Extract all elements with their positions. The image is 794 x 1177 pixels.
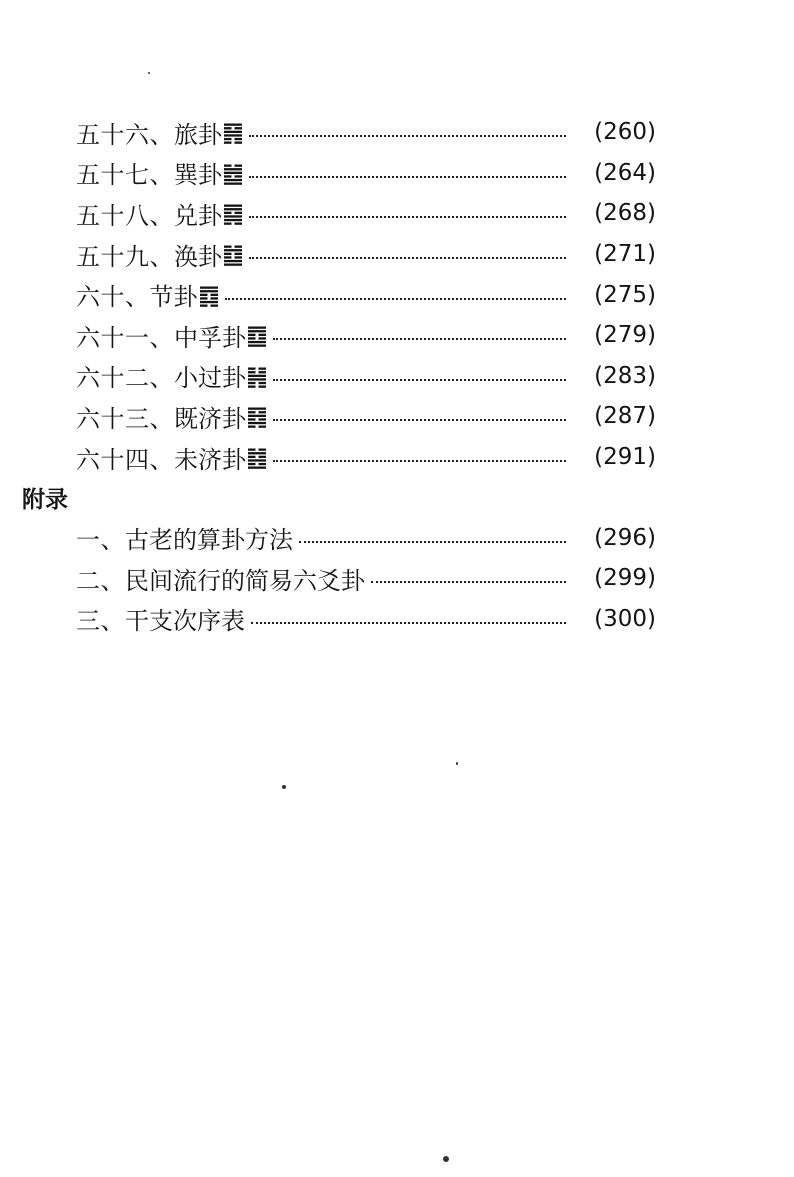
entry-number: 二 <box>76 566 101 595</box>
hexagram-icon <box>247 366 267 388</box>
yang-line <box>224 249 242 251</box>
page-number: (287) <box>594 403 656 430</box>
entry-title <box>76 399 267 434</box>
scan-speck <box>148 72 150 74</box>
yin-line-segment <box>248 426 256 428</box>
yang-line <box>248 341 266 343</box>
entry-title <box>76 196 243 231</box>
yin-line-segment <box>248 463 256 465</box>
dot-leader <box>273 419 566 421</box>
entry-number: 五十八 <box>76 201 150 230</box>
page-number: (260) <box>594 119 656 146</box>
yang-line <box>248 327 266 329</box>
dot-leader <box>273 460 566 462</box>
yin-line-segment <box>235 223 243 225</box>
yang-line <box>200 290 218 292</box>
yang-line <box>224 131 242 133</box>
entry-separator: 、 <box>149 242 174 271</box>
entry-separator: 、 <box>149 323 174 352</box>
yang-line <box>224 172 242 174</box>
yang-line <box>224 135 242 137</box>
yin-line-segment <box>259 419 267 421</box>
yin-line-segment <box>224 212 232 214</box>
dot-leader <box>249 216 566 218</box>
entry-name: 巽卦 <box>174 161 222 190</box>
entry-separator: 、 <box>149 404 174 433</box>
page-number: (299) <box>594 565 656 592</box>
yin-line-segment <box>235 175 243 177</box>
yang-line <box>248 330 266 332</box>
yin-line-segment <box>200 304 208 306</box>
entry-name: 小过卦 <box>174 364 246 393</box>
yin-line-segment <box>224 142 232 144</box>
yang-line <box>224 264 242 266</box>
yin-line-segment <box>235 142 243 144</box>
dot-leader <box>225 298 567 300</box>
entry-title <box>76 155 243 190</box>
dot-leader <box>299 541 566 543</box>
toc-entry[interactable] <box>0 112 656 153</box>
entry-name: 古老的算卦方法 <box>125 526 293 555</box>
yang-line <box>200 286 218 288</box>
entry-name: 旅卦 <box>174 120 222 149</box>
dot-leader <box>251 622 566 624</box>
toc-entry[interactable] <box>0 234 656 275</box>
yin-line-segment <box>259 334 267 336</box>
entry-name: 兑卦 <box>174 201 222 230</box>
yang-line <box>224 205 242 207</box>
scan-speck <box>443 1156 449 1162</box>
yang-line <box>224 209 242 211</box>
yang-line <box>248 345 266 347</box>
dot-leader <box>249 257 566 259</box>
page-number: (268) <box>594 200 656 227</box>
yin-line-segment <box>224 256 232 258</box>
yin-line-segment <box>259 367 267 369</box>
yang-line <box>224 260 242 262</box>
yin-line-segment <box>259 371 267 373</box>
hexagram-icon <box>223 203 243 225</box>
hexagram-symbol <box>247 325 267 347</box>
page-number: (264) <box>594 159 656 186</box>
yin-line-segment <box>259 385 267 387</box>
yang-line <box>248 452 266 454</box>
yang-line <box>200 301 218 303</box>
entry-name: 民间流行的简易六爻卦 <box>125 566 365 595</box>
entry-name: 节卦 <box>149 283 198 312</box>
yang-line <box>224 179 242 181</box>
yin-line-segment <box>224 164 232 166</box>
hexagram-symbol <box>247 366 267 388</box>
yang-line <box>224 219 242 221</box>
entry-separator: 、 <box>125 283 150 312</box>
yin-line-segment <box>210 293 218 295</box>
yin-line-segment <box>200 293 208 295</box>
yin-line-segment <box>248 419 256 421</box>
toc-entry[interactable] <box>0 315 656 356</box>
yin-line-segment <box>210 304 218 306</box>
yin-line-segment <box>259 382 267 384</box>
toc-entry[interactable] <box>0 274 656 315</box>
yin-line-segment <box>248 385 256 387</box>
yin-line-segment <box>224 127 232 129</box>
entry-name: 既济卦 <box>174 404 246 433</box>
appendix-heading: 附录 <box>22 486 68 513</box>
dot-leader <box>249 135 566 137</box>
yin-line-segment <box>259 456 267 458</box>
entry-separator: 、 <box>149 445 174 474</box>
yin-line-segment <box>248 456 256 458</box>
hexagram-icon <box>247 447 267 469</box>
yang-line <box>224 168 242 170</box>
dot-leader <box>273 338 566 340</box>
hexagram-symbol <box>247 447 267 469</box>
appendix-entry-list <box>0 517 794 639</box>
entry-separator: 、 <box>149 161 174 190</box>
yin-line-segment <box>235 256 243 258</box>
entry-number: 三 <box>76 607 101 636</box>
hexagram-symbol <box>223 203 243 225</box>
entry-title <box>76 601 245 636</box>
toc-entry[interactable] <box>0 153 656 194</box>
hexagram-icon <box>247 325 267 347</box>
yin-line-segment <box>259 463 267 465</box>
yin-line-segment <box>235 138 243 140</box>
entry-name: 涣卦 <box>174 242 222 271</box>
yang-line <box>224 216 242 218</box>
entry-title <box>76 358 267 393</box>
entry-separator: 、 <box>100 566 125 595</box>
yin-line-segment <box>248 449 256 451</box>
entry-title <box>76 318 267 353</box>
scan-speck <box>456 762 458 765</box>
entry-number: 六十三 <box>76 404 150 433</box>
entry-title <box>76 440 267 475</box>
yang-line <box>248 378 266 380</box>
dot-leader <box>249 176 566 178</box>
entry-name: 未济卦 <box>174 445 246 474</box>
yin-line-segment <box>248 371 256 373</box>
yin-line-segment <box>235 246 243 248</box>
yin-line-segment <box>224 246 232 248</box>
entry-separator: 、 <box>100 607 125 636</box>
toc-entry[interactable] <box>0 396 656 437</box>
yin-line-segment <box>259 449 267 451</box>
yin-line-segment <box>235 127 243 129</box>
hexagram-symbol <box>223 244 243 266</box>
yang-line <box>248 459 266 461</box>
entry-number: 五十九 <box>76 242 150 271</box>
yang-line <box>224 182 242 184</box>
entry-number: 六十二 <box>76 364 150 393</box>
hexagram-symbol <box>223 122 243 144</box>
page-number: (271) <box>594 241 656 268</box>
toc-entry[interactable] <box>0 193 656 234</box>
hexagram-icon <box>223 163 243 185</box>
hexagram-icon <box>223 244 243 266</box>
table-of-contents <box>0 112 794 639</box>
yang-line <box>248 422 266 424</box>
toc-entry[interactable] <box>0 558 656 599</box>
yin-line-segment <box>235 253 243 255</box>
yang-line <box>224 124 242 126</box>
entry-title <box>76 520 293 555</box>
page-number: (283) <box>594 362 656 389</box>
page-number: (300) <box>594 605 656 632</box>
entry-name: 中孚卦 <box>174 323 246 352</box>
page-number: (296) <box>594 524 656 551</box>
entry-number: 六十四 <box>76 445 150 474</box>
yang-line <box>248 375 266 377</box>
yin-line-segment <box>224 138 232 140</box>
toc-entry[interactable] <box>0 356 656 397</box>
yang-line <box>248 415 266 417</box>
yin-line-segment <box>248 367 256 369</box>
yang-line <box>248 408 266 410</box>
hexagram-symbol <box>247 406 267 428</box>
yin-line-segment <box>259 338 267 340</box>
yin-line-segment <box>235 212 243 214</box>
entry-separator: 、 <box>149 120 174 149</box>
yin-line-segment <box>248 412 256 414</box>
entry-number: 六十一 <box>76 323 150 352</box>
entry-name: 干支次序表 <box>125 607 245 636</box>
yin-line-segment <box>248 382 256 384</box>
yin-line-segment <box>235 164 243 166</box>
entry-title <box>76 237 243 272</box>
hexagram-symbol <box>199 285 219 307</box>
yin-line-segment <box>224 223 232 225</box>
dot-leader <box>273 379 566 381</box>
yin-line-segment <box>200 297 208 299</box>
entry-number: 六十 <box>76 283 125 312</box>
toc-entry[interactable] <box>0 517 656 558</box>
yin-line-segment <box>259 412 267 414</box>
yin-line-segment <box>259 426 267 428</box>
yang-line <box>248 467 266 469</box>
entry-title <box>76 115 243 150</box>
yin-line-segment <box>224 253 232 255</box>
yin-line-segment <box>248 334 256 336</box>
yin-line-segment <box>210 297 218 299</box>
entry-separator: 、 <box>100 526 125 555</box>
entry-number: 五十七 <box>76 161 150 190</box>
page-number: (275) <box>594 281 656 308</box>
hexagram-icon <box>223 122 243 144</box>
entry-number: 一 <box>76 526 101 555</box>
yin-line-segment <box>248 338 256 340</box>
toc-entry[interactable] <box>0 599 656 640</box>
hexagram-entry-list <box>0 112 794 477</box>
entry-separator: 、 <box>149 364 174 393</box>
toc-entry[interactable] <box>0 437 656 478</box>
hexagram-symbol <box>223 163 243 185</box>
page-number: (279) <box>594 322 656 349</box>
entry-title <box>76 277 219 312</box>
page-number: (291) <box>594 444 656 471</box>
entry-separator: 、 <box>149 201 174 230</box>
entry-title <box>76 561 365 596</box>
entry-number: 五十六 <box>76 120 150 149</box>
dot-leader <box>371 581 566 583</box>
hexagram-icon <box>199 285 219 307</box>
scan-speck <box>282 785 286 789</box>
yin-line-segment <box>224 175 232 177</box>
hexagram-icon <box>247 406 267 428</box>
